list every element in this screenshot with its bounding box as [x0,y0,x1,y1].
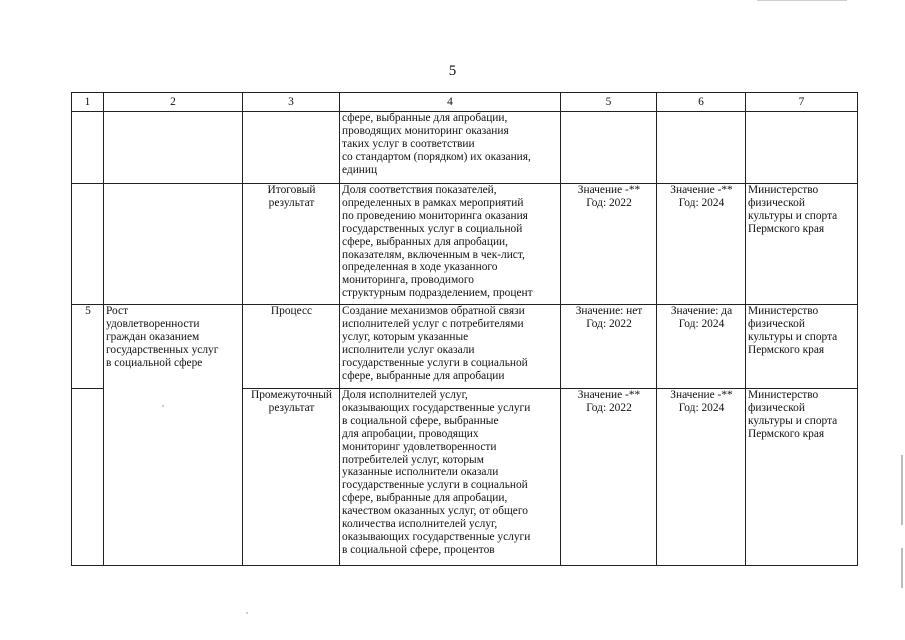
column-number: 3 [243,93,340,112]
target-value-cell [657,112,746,184]
target-value-cell: Значение: да Год: 2024 [657,305,746,389]
indicator-cell: сфере, выбранные для апробации, проводящих мониторинг оказания таких услуг в соответствии со стандартом (порядком) их оказания, единиц [340,112,561,184]
row-number-cell [72,389,104,566]
scan-edge-mark [901,548,903,588]
goal-cell: Рост удовлетворенности граждан оказанием государственных услуг в социальной сфере [104,305,243,566]
column-number: 4 [340,93,561,112]
table-row [72,305,858,389]
table-row [72,184,858,305]
indicator-cell: Создание механизмов обратной связи исполнителей услуг с потребителями услуг, которым указанные исполнители услуг оказали государственные услуги в социальной сфере, выбранные для апробации [340,305,561,389]
target-value-cell: Значение -** Год: 2024 [657,184,746,305]
result-type-cell: Процесс [243,305,340,389]
indicator-cell: Доля соответствия показателей, определенных в рамках мероприятий по проведению мониторинга оказания государственных услуг в социальной сфере, выбранных для апробации, показателям, включенным в чек-лист, определенная в ходе указанного мониторинга, проводимого структурным подразделением, процент [340,184,561,305]
result-type-cell [243,112,340,184]
base-value-cell: Значение -** Год: 2022 [561,389,657,566]
result-type-cell: Итоговый результат [243,184,340,305]
column-number: 6 [657,93,746,112]
column-number: 5 [561,93,657,112]
column-number: 7 [746,93,858,112]
page-number: 5 [448,63,457,79]
column-number-row [72,93,858,112]
row-number-cell [72,184,104,305]
column-number: 1 [72,93,104,112]
column-number: 2 [104,93,243,112]
row-number-cell: 5 [72,305,104,389]
target-value-cell: Значение -** Год: 2024 [657,389,746,566]
scan-edge-mark [901,455,903,525]
base-value-cell [561,112,657,184]
responsible-cell: Министерство физической культуры и спорта Пермского края [746,305,858,389]
result-type-cell: Промежуточный результат [243,389,340,566]
goal-cell [104,112,243,184]
row-number-cell [72,112,104,184]
indicator-cell: Доля исполнителей услуг, оказывающих государственные услуги в социальной сфере, выбранные для апробации, проводящих мониторинг удовлетворенности потребителей услуг, которым указанные исполнители оказали государственные услуги в социальной сфере, выбранные для апробации, качеством оказанных услуг, от общего количества исполнителей услуг, оказывающих государственные услуги в социальной сфере, процентов [340,389,561,566]
responsible-cell [746,112,858,184]
base-value-cell: Значение: нет Год: 2022 [561,305,657,389]
base-value-cell: Значение -** Год: 2022 [561,184,657,305]
indicators-table [71,92,858,566]
goal-cell [104,184,243,305]
responsible-cell: Министерство физической культуры и спорта Пермского края [746,389,858,566]
table-row [72,112,858,184]
scan-edge-line [757,0,847,1]
responsible-cell: Министерство физической культуры и спорта Пермского края [746,184,858,305]
scan-speck [246,612,248,614]
